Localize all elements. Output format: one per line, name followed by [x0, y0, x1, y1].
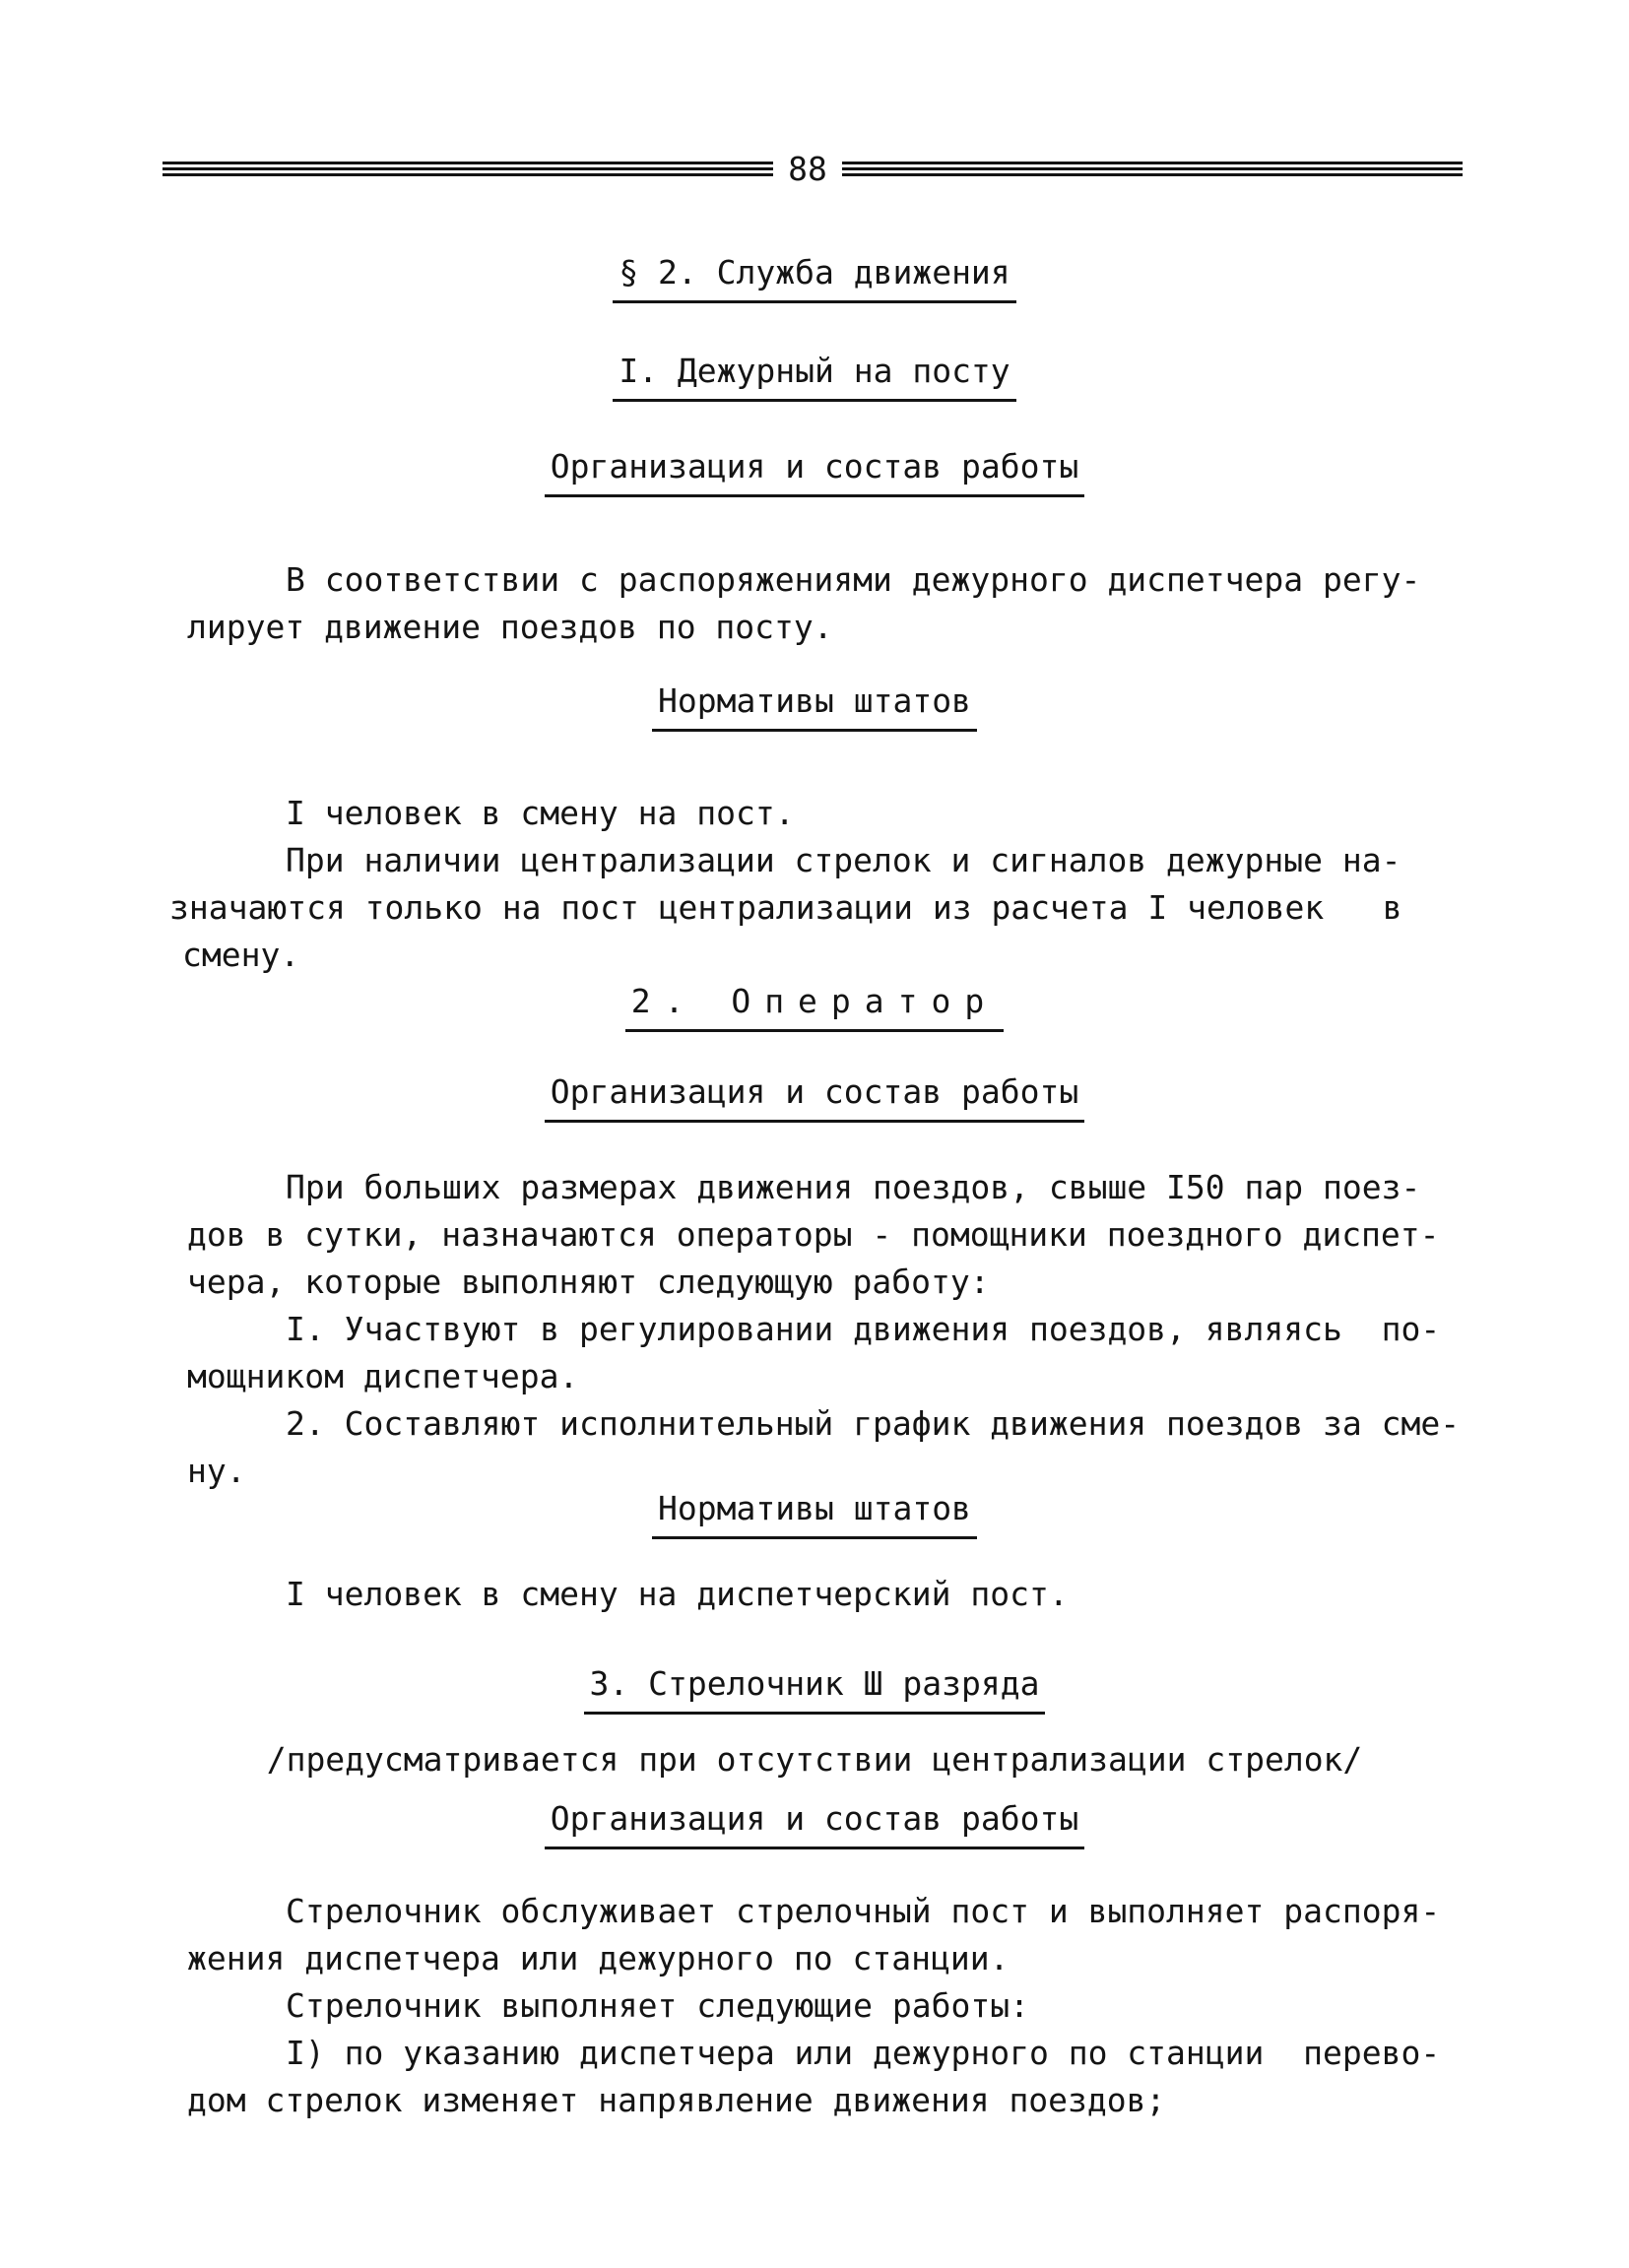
sub2-staff-line-1: I человек в смену на диспетчерский пост.	[286, 1575, 1069, 1613]
sub2-org-line-1: При больших размерах движения поездов, свыше I50 пар поез-	[286, 1168, 1421, 1206]
page-number: 88	[788, 150, 827, 188]
subsection-1-org-heading: Организация и состав работы	[0, 445, 1629, 497]
subsection-3-org-heading: Организация и состав работы	[0, 1797, 1629, 1849]
sub3-org-line-1: Стрелочник обслуживает стрелочный пост и выполняет распоря-	[286, 1892, 1441, 1930]
sub3-org-line-2: жения диспетчера или дежурного по станции.	[187, 1939, 1010, 1977]
header-rule-left	[163, 162, 773, 177]
subsection-2-staff-heading: Нормативы штатов	[0, 1487, 1629, 1539]
sub2-org-line-4: I. Участвуют в регулировании движения поездов, являясь по-	[286, 1310, 1441, 1348]
subsection-1-staff-heading: Нормативы штатов	[0, 680, 1629, 732]
subsection-2-org-heading: Организация и состав работы	[0, 1070, 1629, 1123]
subsection-3-note: /предусматривается при отсутствии централизации стрелок/	[266, 1740, 1363, 1779]
sub1-org-line-2: лирует движение поездов по посту.	[187, 608, 833, 646]
header-rule-right	[842, 162, 1463, 177]
sub2-org-line-2: дов в сутки, назначаются операторы - помощники поездного диспет-	[187, 1215, 1440, 1254]
subsection-3-title: 3. Стрелочник Ш разряда	[0, 1662, 1629, 1715]
sub2-org-line-7: ну.	[187, 1452, 246, 1490]
subsection-2-title: 2. Оператор	[0, 980, 1629, 1032]
sub2-org-line-6: 2. Составляют исполнительный график движения поездов за сме-	[286, 1404, 1461, 1443]
sub1-staff-line-2: При наличии централизации стрелок и сигналов дежурные на-	[286, 841, 1401, 879]
sub1-org-line-1: В соответствии с распоряжениями дежурного диспетчера регу-	[286, 560, 1421, 599]
sub3-org-line-4: I) по указанию диспетчера или дежурного по станции перево-	[286, 2034, 1441, 2072]
sub3-org-line-5: дом стрелок изменяет напрявление движения поездов;	[187, 2081, 1166, 2119]
page-header	[163, 150, 1463, 189]
sub1-staff-line-3: значаются только на пост централизации из расчета I человек в	[169, 888, 1402, 927]
subsection-1-title: I. Дежурный на посту	[0, 350, 1629, 402]
sub1-staff-line-4: смену.	[182, 936, 300, 974]
sub1-staff-line-1: I человек в смену на пост.	[286, 794, 795, 832]
sub3-org-line-3: Стрелочник выполняет следующие работы:	[286, 1986, 1029, 2025]
sub2-org-line-3: чера, которые выполняют следующую работу:	[187, 1263, 990, 1301]
section-title: § 2. Служба движения	[0, 251, 1629, 303]
sub2-org-line-5: мощником диспетчера.	[187, 1357, 579, 1395]
